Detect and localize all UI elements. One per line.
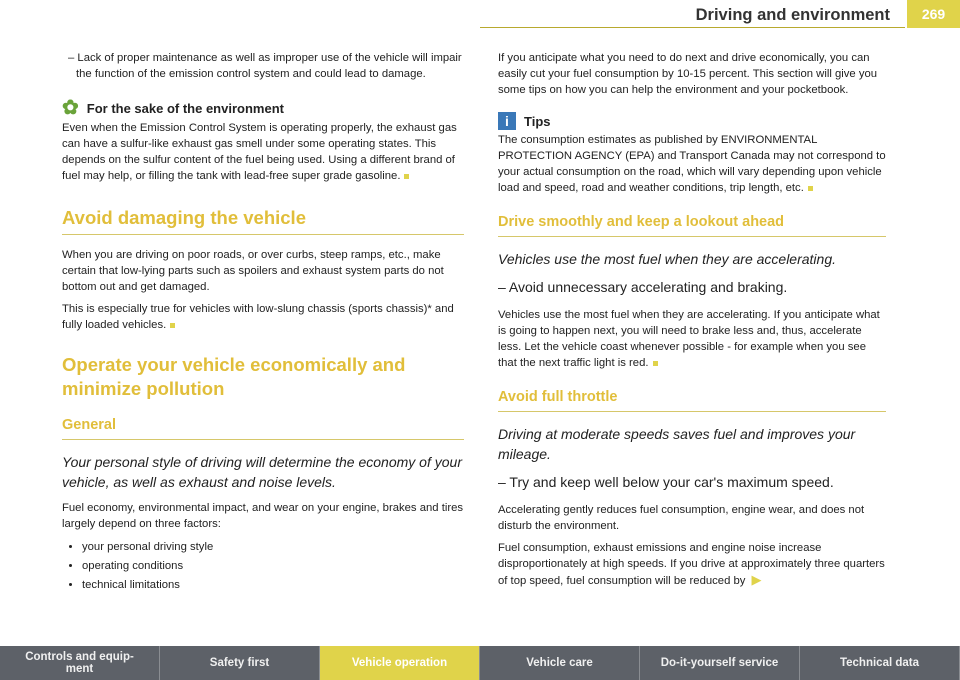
page-number: 269 xyxy=(907,0,960,28)
nav-tab-vehicle-care[interactable]: Vehicle care xyxy=(480,646,640,680)
operate-heading: Operate your vehicle economically and minimize pollution xyxy=(62,354,406,399)
tips-text: The consumption estimates as published by ENVIRONMENTAL PROTECTION AGENCY (EPA) and Transport Canada may not correspond to your actual consumption on the road, which will vary depending upon vehicle load and speed, road and weather conditions, trip length, etc. xyxy=(498,134,886,194)
divider xyxy=(498,236,886,237)
section-end-mark xyxy=(808,186,813,191)
header-rule xyxy=(480,27,905,28)
divider xyxy=(498,411,886,412)
nav-tab-controls[interactable]: Controls and equip- ment xyxy=(0,646,160,680)
avoid-damage-p2: This is especially true for vehicles with low-slung chassis (sports chassis)* and fully loaded vehicles. xyxy=(62,303,454,331)
list-item: • operating conditions xyxy=(82,557,464,576)
avoid-damage-p1: When you are driving on poor roads, or over curbs, steep ramps, etc., make certain that low-lying parts such as spoilers and exhaust system parts do not bottom out and get damaged. xyxy=(62,249,444,293)
maintenance-bullet: – Lack of proper maintenance as well as improper use of the vehicle will impair the function of the emission control system and could lead to damage. xyxy=(68,52,462,80)
tips-heading-row xyxy=(498,112,886,130)
nav-tab-vehicle-operation[interactable]: Vehicle operation xyxy=(320,646,480,680)
nav-tab-technical-data[interactable]: Technical data xyxy=(800,646,960,680)
throttle-heading: Avoid full throttle xyxy=(498,389,618,405)
divider xyxy=(62,439,464,440)
env-heading-row xyxy=(62,98,464,118)
throttle-step: – Try and keep well below your car's maximum speed. xyxy=(498,474,834,490)
nav-tab-safety[interactable]: Safety first xyxy=(160,646,320,680)
smooth-step: – Avoid unnecessary accelerating and braking. xyxy=(498,279,788,295)
smooth-text: Vehicles use the most fuel when they are accelerating. If you anticipate what is going to happen next, you will need to brake less and, thus, accelerate less. Let the vehicle coast whenever possible - for example when you see that the next traffic light is red. xyxy=(498,309,880,369)
info-icon: i xyxy=(498,112,516,130)
section-end-mark xyxy=(404,174,409,179)
env-text: Even when the Emission Control System is operating properly, the exhaust gas can have a sulfur-like exhaust gas smell under some operating states. This depends on the sulfur content of the fuel being used. Using a different brand of fuel may help, or filling the tank with lead-free super grade gasoline. xyxy=(62,122,457,182)
page-title: Driving and environment xyxy=(695,6,890,24)
chapter-nav xyxy=(0,646,960,680)
list-item: • your personal driving style xyxy=(82,538,464,557)
nav-tab-diy-service[interactable]: Do-it-yourself service xyxy=(640,646,800,680)
flower-icon: ✿ xyxy=(62,97,79,119)
general-heading: General xyxy=(62,417,116,433)
section-end-mark xyxy=(653,361,658,366)
avoid-damage-heading: Avoid damaging the vehicle xyxy=(62,207,306,228)
left-column xyxy=(62,50,464,595)
continue-arrow-icon[interactable]: ▶ xyxy=(751,572,762,587)
list-item: • technical limitations xyxy=(82,576,464,595)
throttle-p1: Accelerating gently reduces fuel consumption, engine wear, and does not disturb the environment. xyxy=(498,504,865,532)
throttle-lead: Driving at moderate speeds saves fuel and improves your mileage. xyxy=(498,426,856,462)
factors-list xyxy=(62,538,464,595)
throttle-p2: Fuel consumption, exhaust emissions and engine noise increase disproportionately at high speeds. If you drive at approximately three quarters of top speed, fuel consumption will be reduced by ▶ xyxy=(498,542,885,587)
right-intro: If you anticipate what you need to do next and drive economically, you can easily cut your fuel consumption by 10-15 percent. This section will give you some tips on how you can help the environment and your pocketbook. xyxy=(498,52,878,96)
env-heading: For the sake of the environment xyxy=(86,100,284,116)
general-lead: Your personal style of driving will determine the economy of your vehicle, as well as exhaust and noise levels. xyxy=(62,454,462,490)
general-text: Fuel economy, environmental impact, and wear on your engine, brakes and tires largely depend on three factors: xyxy=(62,502,464,530)
right-column xyxy=(498,50,886,595)
smooth-lead: Vehicles use the most fuel when they are accelerating. xyxy=(498,251,837,267)
section-end-mark xyxy=(170,323,175,328)
divider xyxy=(62,234,464,235)
tips-heading: Tips xyxy=(524,113,551,129)
smooth-heading: Drive smoothly and keep a lookout ahead xyxy=(498,214,785,230)
